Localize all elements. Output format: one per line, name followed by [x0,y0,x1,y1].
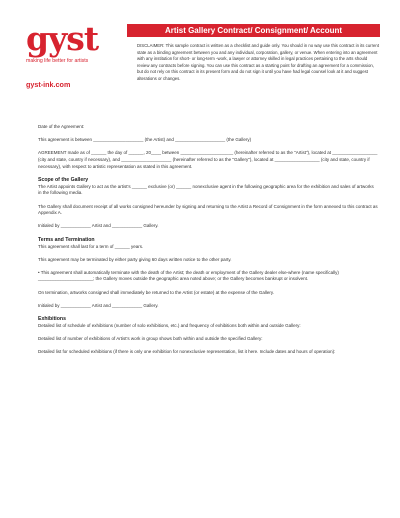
contract-body [38,124,378,363]
disclaimer-text: DISCLAIMER: This sample contract is written as a checklist and guide only. You should in no way use this contract in its current state as a binding agreement between you and any individual, corporation, gallery, or venue. When entering into an agreement with any institution for short- or long-term -work, a lawyer or attorney skilled in legal practices pertaining to the arts should review any contracts before signing. You can use this contract as a starting point for drafting an agreement for a commission, but do not rely on this contract in its present form and do not sign it until you have had legal counsel look at it and suggest alterations or changes. [137,43,380,81]
group-shows-paragraph: Detailed list of number of exhibitions of Artist's work in group shows both within and outside the specified Gallery: [38,336,263,342]
return-of-works-paragraph: On termination, artworks consigned shall immediately be returned to the Artist (or estate) at the expense of the Gallery. [38,289,275,295]
scope-paragraph: The Artist appoints Gallery to act as the artist's ______ exclusive (or) ______ nonexclusive agent in the following geographic area for the exhibition and sales of artworks in the following media. [38,183,374,196]
tagline: making life better for artists [26,58,89,64]
automatic-termination-paragraph: • This agreement shall automatically terminate with the death of the Artist; the death or employment of the Gallery dealer else-where (name specifically) ______________________; the Gallery moves outside the geographic area noted above; or the Gallery becomes bankrupt or insolvent. [38,269,339,282]
term-length-paragraph: This agreement shall last for a term of ______ years. [38,243,144,249]
scope-initials-line: Initialed by ____________ Artist and ____________ Gallery. [38,223,159,229]
terms-initials-line: Initialed by ____________ Artist and ____________ Gallery. [38,302,159,308]
gyst-logo: gyst [26,19,99,58]
consignment-record-paragraph: The Gallery shall document receipt of all works consigned hereunder by signing and returning to the Artist a Record of Consignment in the form annexed to this contract as Appendix A. [38,203,378,216]
scheduled-exhibitions-paragraph: Detailed list for scheduled exhibitions (if there is only one exhibition for nonexclusive representation, list it here. Include dates and hours of operation): [38,349,336,355]
exhibitions-heading: Exhibitions [38,316,66,323]
agreement-date-line: Date of the Agreement: [38,124,85,129]
document-title: Artist Gallery Contract/ Consignment/ Account [127,24,380,37]
termination-notice-paragraph: This agreement may be terminated by either party giving 60 days written notice to the other party. [38,256,232,262]
parties-line: This agreement is between ____________________ (the Artist) and ____________________ (the Gallery) [38,137,252,143]
exhibition-schedule-paragraph: Detailed list of schedule of exhibitions (number of solo exhibitions, etc.) and frequency of exhibitions both within and outside Gallery: [38,323,301,329]
brand-block [26,19,118,89]
website-link[interactable]: gyst-ink.com [26,80,71,89]
scope-heading: Scope of the Gallery [38,176,89,183]
agreement-made-paragraph: AGREEMENT made as of ______ the day of ______, 20____ between _____________________ (hereinafter referred to as the "Artist"), located at __________________ (city and state, country if necessary), and ____________________ (hereinafter referred to as the "Gallery"), located at __________________ (city and state, country if necessary), with respect to artistic representation as stated in this agreement. [38,150,378,169]
terms-heading: Terms and Termination [38,236,95,243]
